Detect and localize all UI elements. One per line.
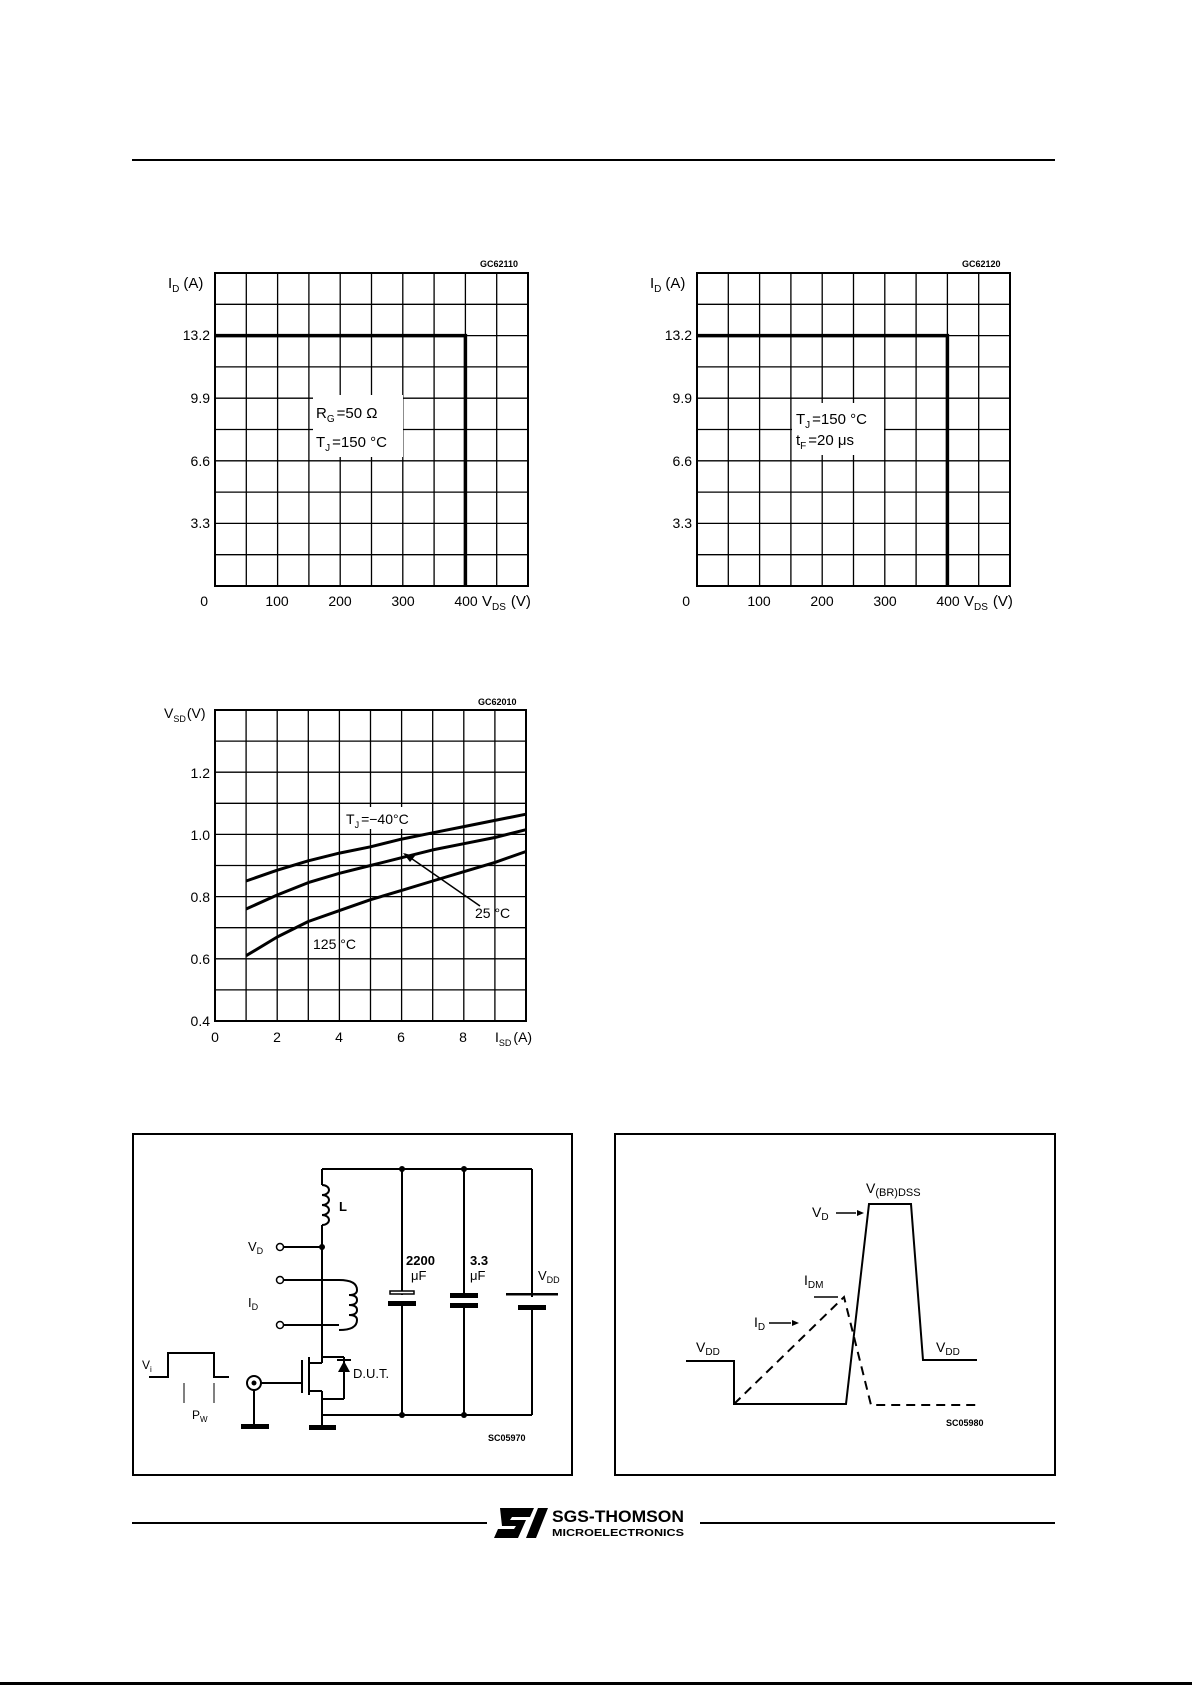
chart-1-annotation-tj: $T_J =150$ °C [316, 434, 387, 454]
chart-3-curves [246, 814, 526, 956]
chart-3-ytick: 0.8 [190, 889, 210, 905]
chart-3-ytick: 1.0 [190, 827, 210, 843]
chart-1-ytick: 3.3 [190, 515, 210, 531]
label-vbr: $V_{(BR)DSS}$ [866, 1180, 921, 1199]
chart-3-ytick: 1.2 [190, 765, 210, 781]
chart-3-code: GC62010 [478, 697, 517, 707]
chart-3-xtick: 8 [459, 1029, 467, 1045]
chart-3-ytick: 0.4 [190, 1013, 210, 1029]
brand-name: SGS-THOMSON [552, 1507, 684, 1526]
chart-2-annotation-tj: $T_J =150$ °C [796, 411, 867, 431]
chart-1-xtick: 400 [454, 593, 478, 609]
capacitor-2-plate [450, 1293, 478, 1298]
chart-1-ylabel: $I_D$ (A) [168, 275, 204, 295]
chart-1-annotation-rg: $R_G =50$ Ω [316, 405, 378, 425]
chart-2-xtick: 200 [810, 593, 834, 609]
chart-2-code: GC62120 [962, 259, 1001, 269]
label-L: L [339, 1199, 347, 1214]
chart-3-label-mid: 25 °C [475, 905, 511, 921]
ground-bar-right [309, 1425, 336, 1430]
label-dut: D.U.T. [353, 1366, 390, 1381]
label-vdd-left: $V_{DD}$ [696, 1339, 720, 1358]
chart-2-xtick: 300 [873, 593, 897, 609]
chart-3-label-hot: 125 °C [313, 936, 356, 952]
label-ID: $I_D$ [248, 1295, 259, 1312]
chart-3-xtick: 6 [397, 1029, 405, 1045]
label-Pw: $P_W$ [192, 1408, 208, 1424]
chart-2-xtick: 100 [747, 593, 771, 609]
chart-1-xlabel: $V_{DS}$ (V) [482, 593, 531, 613]
chart-1-ytick: 13.2 [182, 327, 210, 343]
chart-3-xtick: 4 [335, 1029, 343, 1045]
chart-2-ytick: 6.6 [672, 453, 692, 469]
vd-waveform [686, 1204, 977, 1404]
chart-3-xlabel: $I_{SD}$ (A) [495, 1029, 533, 1048]
label-cap2-unit: μF [470, 1268, 486, 1283]
top-rule [132, 159, 1055, 161]
chart-2-ytick: 0 [682, 593, 690, 609]
label-VDD: $V_{DD}$ [538, 1268, 560, 1285]
chart-1 [150, 255, 550, 625]
capacitor-2-plate-2 [450, 1303, 478, 1308]
chart-2-xtick: 400 [936, 593, 960, 609]
test-circuit [134, 1135, 571, 1474]
waveform-code: SC05980 [946, 1418, 984, 1428]
waveform-box [614, 1133, 1056, 1476]
label-vd: $V_D$ [812, 1204, 829, 1223]
chart-3-label-cold: $T_J =-40^\circ C$ [346, 811, 409, 830]
label-VD: $V_D$ [248, 1239, 264, 1256]
chart-2-ylabel: $I_D$ (A) [650, 275, 686, 295]
chart-2-ytick: 13.2 [664, 327, 692, 343]
chart-1-xtick: 100 [265, 593, 289, 609]
capacitor-1-plate [390, 1291, 414, 1294]
label-cap1-unit: μF [411, 1268, 427, 1283]
label-idm: $I_{DM}$ [804, 1272, 824, 1291]
chart-2-ytick: 9.9 [672, 390, 692, 406]
label-cap1-value: 2200 [406, 1253, 435, 1268]
chart-1-ytick: 6.6 [190, 453, 210, 469]
footer-rule-left [132, 1522, 487, 1524]
circuit-code: SC05970 [488, 1433, 526, 1443]
chart-2 [632, 255, 1032, 625]
test-circuit-box [132, 1133, 573, 1476]
brand-sub: MICROELECTRONICS [552, 1528, 685, 1539]
vd-terminal [277, 1244, 284, 1251]
footer-rule-right [700, 1522, 1055, 1524]
chart-1-ytick: 9.9 [190, 390, 210, 406]
chart-3-ylabel: $V_{SD}(V)$ [164, 705, 206, 724]
label-vdd-right: $V_{DD}$ [936, 1339, 960, 1358]
ground-bar-left [241, 1424, 269, 1429]
id-terminal-1 [277, 1277, 284, 1284]
chart-1-xtick: 200 [328, 593, 352, 609]
capacitor-1-plate-2 [388, 1301, 416, 1306]
battery-plate-2 [518, 1305, 546, 1310]
chart-1-code: GC62110 [480, 259, 519, 269]
label-cap2-value: 3.3 [470, 1253, 489, 1268]
id-terminal-2 [277, 1322, 284, 1329]
chart-3-xtick: 2 [273, 1029, 281, 1045]
label-Vi: $V_i$ [142, 1358, 152, 1374]
footer-logo [494, 1504, 694, 1540]
st-logo-icon [494, 1508, 548, 1538]
chart-3-arrow-line [405, 854, 480, 906]
chart-3-xtick: 0 [211, 1029, 219, 1045]
chart-1-ytick: 0 [200, 593, 208, 609]
chart-2-xlabel: $V_{DS}$ (V) [964, 593, 1013, 613]
chart-3 [150, 690, 550, 1050]
waveform [616, 1135, 1054, 1474]
battery-plate [506, 1293, 558, 1296]
label-id: $I_D$ [754, 1314, 766, 1333]
chart-2-annotation-tf: $t_F =20$ μs [796, 432, 855, 452]
chart-2-ytick: 3.3 [672, 515, 692, 531]
body-diode [338, 1361, 350, 1372]
chart-1-xtick: 300 [391, 593, 415, 609]
chart-3-ytick: 0.6 [190, 951, 210, 967]
